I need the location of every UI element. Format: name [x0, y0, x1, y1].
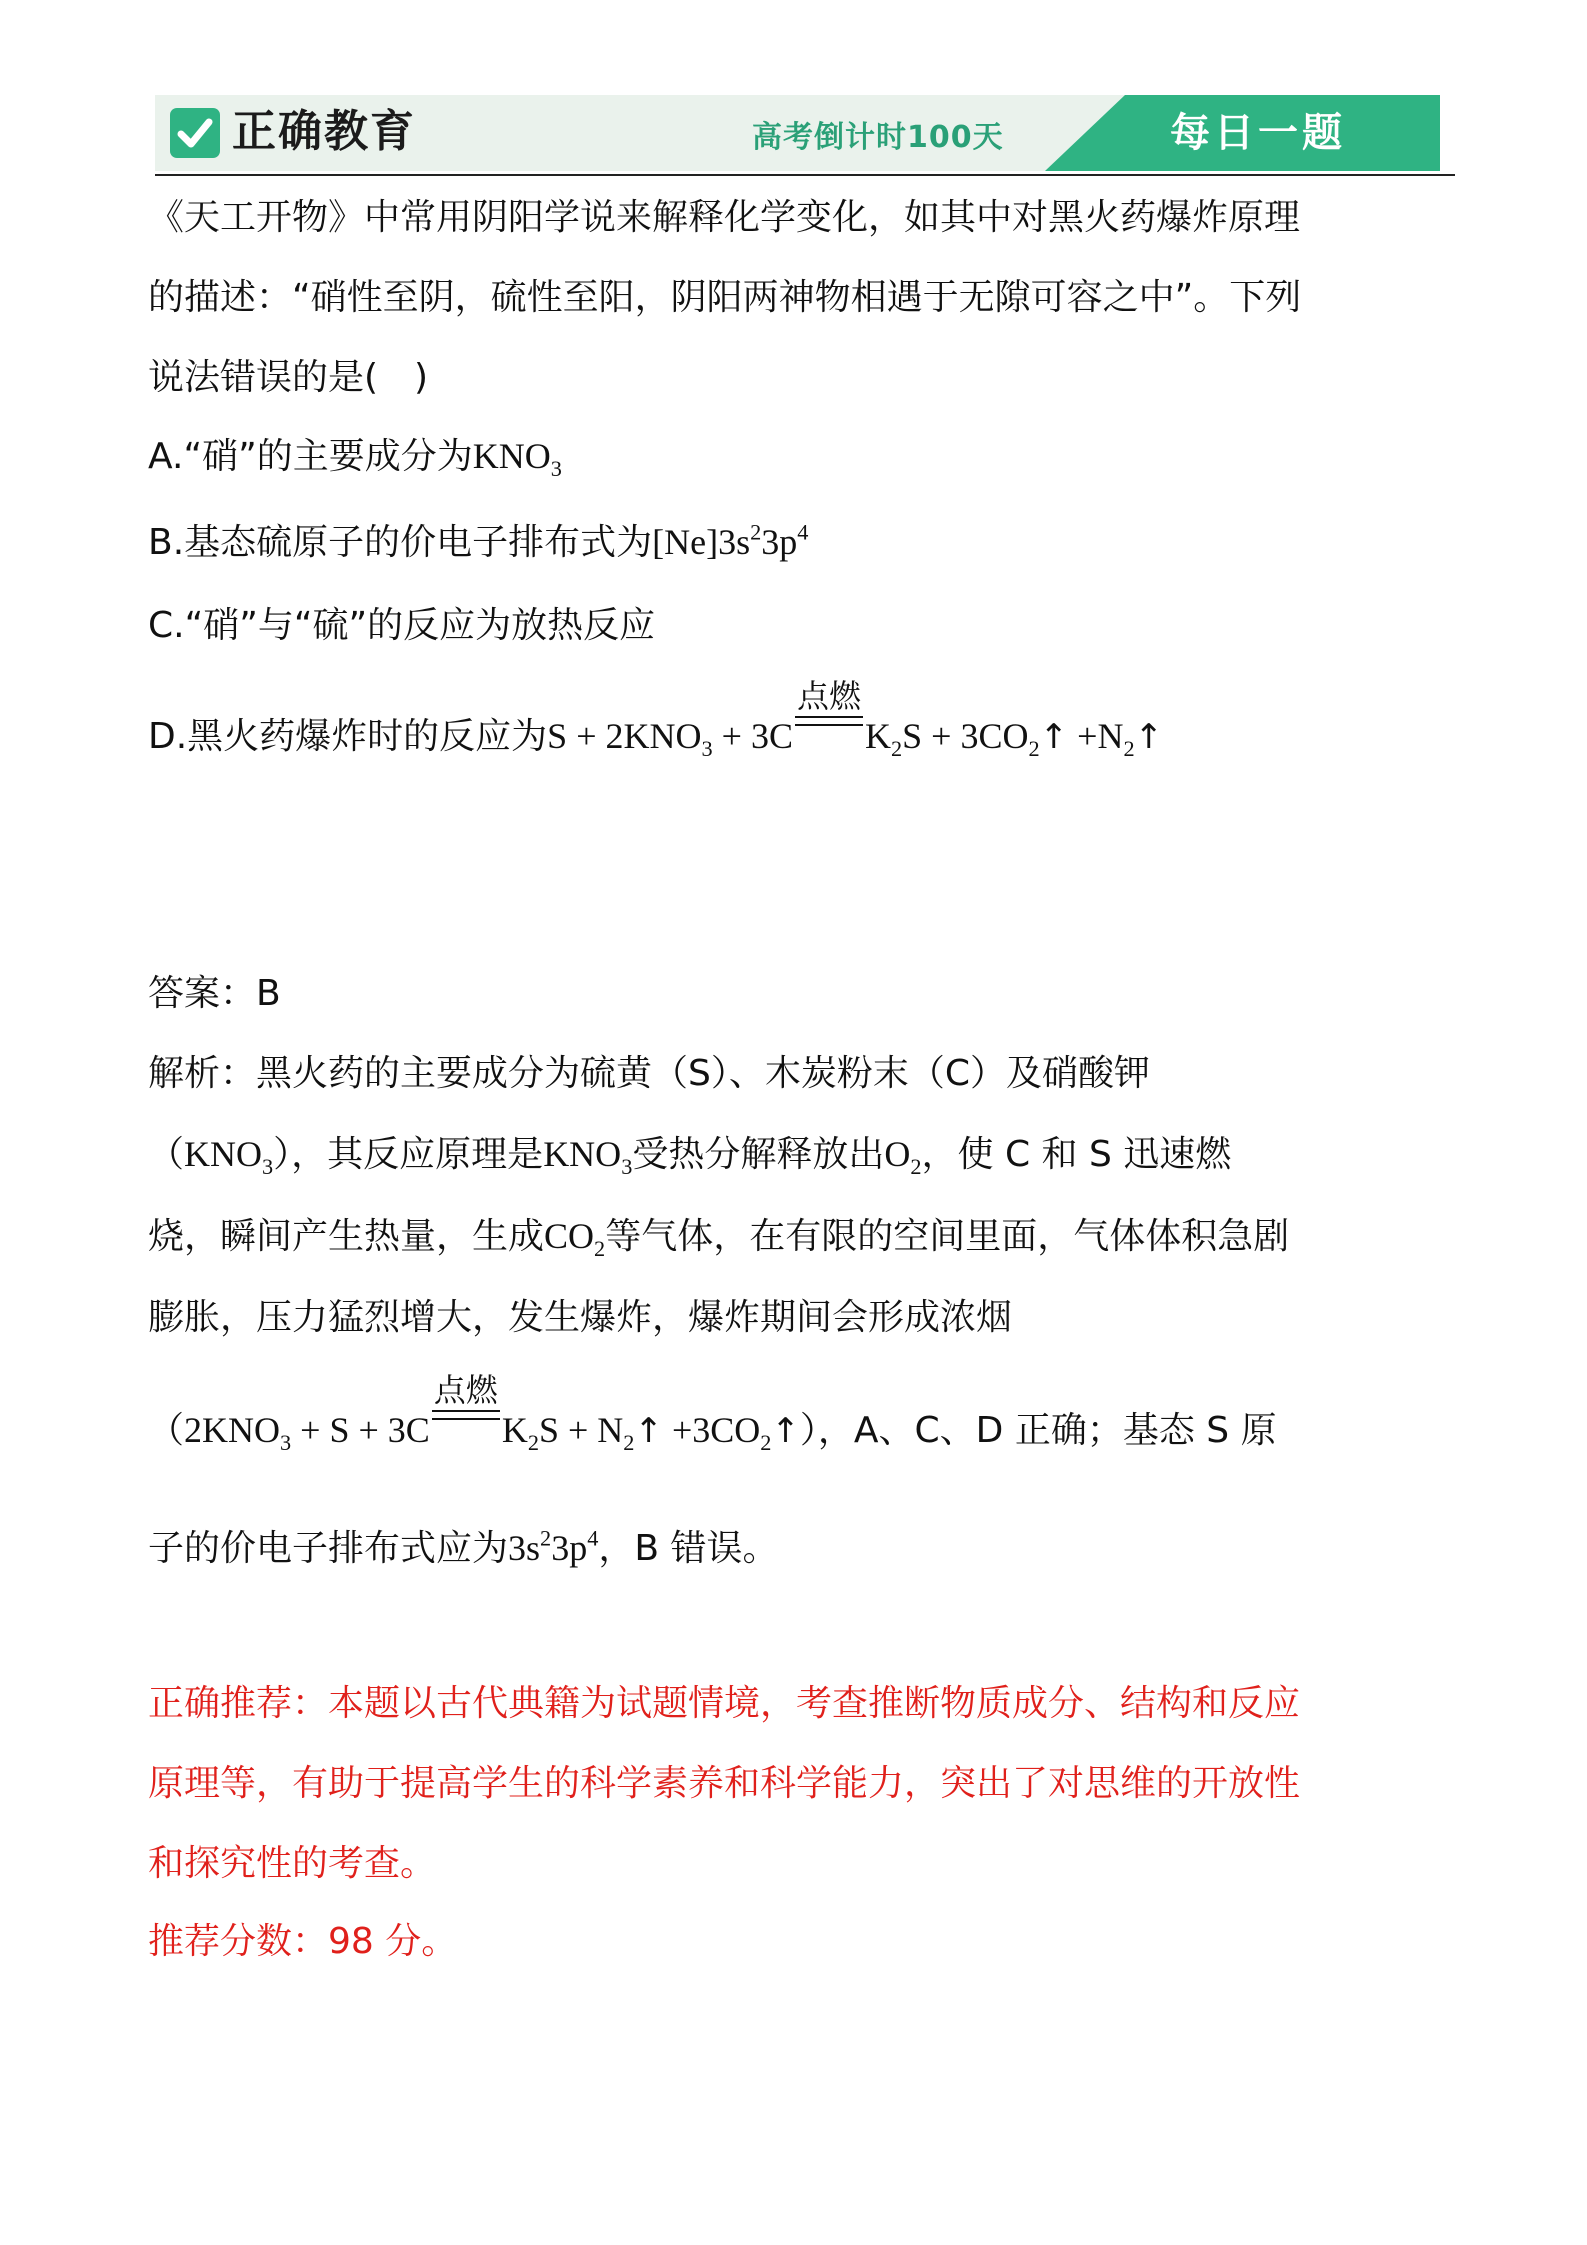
analysis-equation: $2KNO_3 + S + 3C$ 点燃 $K_2S$ + $N_2↑$ $+3CO_2↑$ — [184, 1372, 800, 1455]
analysis-line-5: （$2KNO_3 + S + 3C$ 点燃 $K_2S$ + $N_2↑$ $+3CO_2↑$），A、C、D 正确；基态 S 原 — [148, 1372, 1277, 1455]
recommend-line-3: 和探究性的考查。 — [148, 1843, 437, 1884]
option-a-formula: $KNO_3$ — [472, 436, 562, 481]
option-d-equation: $S + 2KNO_3 + 3C$ 点燃 $K_2S$ + $3CO_2↑$ $+N_2↑$ — [547, 678, 1164, 761]
option-a[interactable] — [148, 434, 562, 479]
option-c[interactable] — [148, 604, 655, 648]
brand-name: 正确教育 — [232, 106, 416, 157]
analysis-line-1: 解析：黑火药的主要成分为硫黄（S）、木炭粉末（C）及硝酸钾 — [148, 1053, 1150, 1094]
analysis-line-2: $(KNO_3)$，其反应原理是$KNO_3$受热分解释放出$O_2$，使 C 和 S 迅速燃 — [148, 1134, 1232, 1179]
option-c-text: C.“硝”与“硫”的反应为放热反应 — [148, 605, 656, 646]
recommend-line-1: 正确推荐：本题以古代典籍为试题情境，考查推断物质成分、结构和反应 — [148, 1683, 1301, 1724]
analysis-reaction-condition: 点燃 — [430, 1406, 502, 1442]
option-d-text: D.黑火药爆炸时的反应为 — [148, 716, 548, 757]
question-line-1: 《天工开物》中常用阴阳学说来解释化学变化，如其中对黑火药爆炸原理 — [148, 197, 1301, 238]
recommend-score: 推荐分数：98 分。 — [148, 1921, 458, 1962]
countdown-text: 高考倒计时100天 — [752, 120, 1004, 155]
check-logo-icon — [170, 108, 220, 158]
option-b-text: B.基态硫原子的价电子排布式为 — [148, 522, 653, 563]
analysis-line-3: 烧，瞬间产生热量，生成$CO_2$等气体，在有限的空间里面，气体体积急剧 — [148, 1216, 1290, 1261]
answer-label: 答案：B — [148, 973, 281, 1014]
option-b-formula: $[Ne]3s^23p^4$ — [652, 519, 809, 562]
question-line-3: 说法错误的是( ) — [148, 357, 429, 398]
daily-title: 每日一题 — [1170, 110, 1346, 156]
option-a-text: A.“硝”的主要成分为 — [148, 436, 473, 477]
analysis-line-6: 子的价电子排布式应为$3s^23p^4$，B 错误。 — [148, 1525, 779, 1569]
recommend-line-2: 原理等，有助于提高学生的科学素养和科学能力，突出了对思维的开放性 — [148, 1763, 1301, 1804]
option-b[interactable] — [148, 520, 808, 565]
analysis-line-4: 膨胀，压力猛烈增大，发生爆炸，爆炸期间会形成浓烟 — [148, 1297, 1013, 1338]
option-d[interactable] — [148, 678, 1164, 761]
reaction-condition: 点燃 — [793, 712, 865, 748]
header-divider — [155, 174, 1455, 176]
question-line-2: 的描述：“硝性至阴，硫性至阳，阴阳两神物相遇于无隙可容之中”。下列 — [148, 277, 1302, 318]
